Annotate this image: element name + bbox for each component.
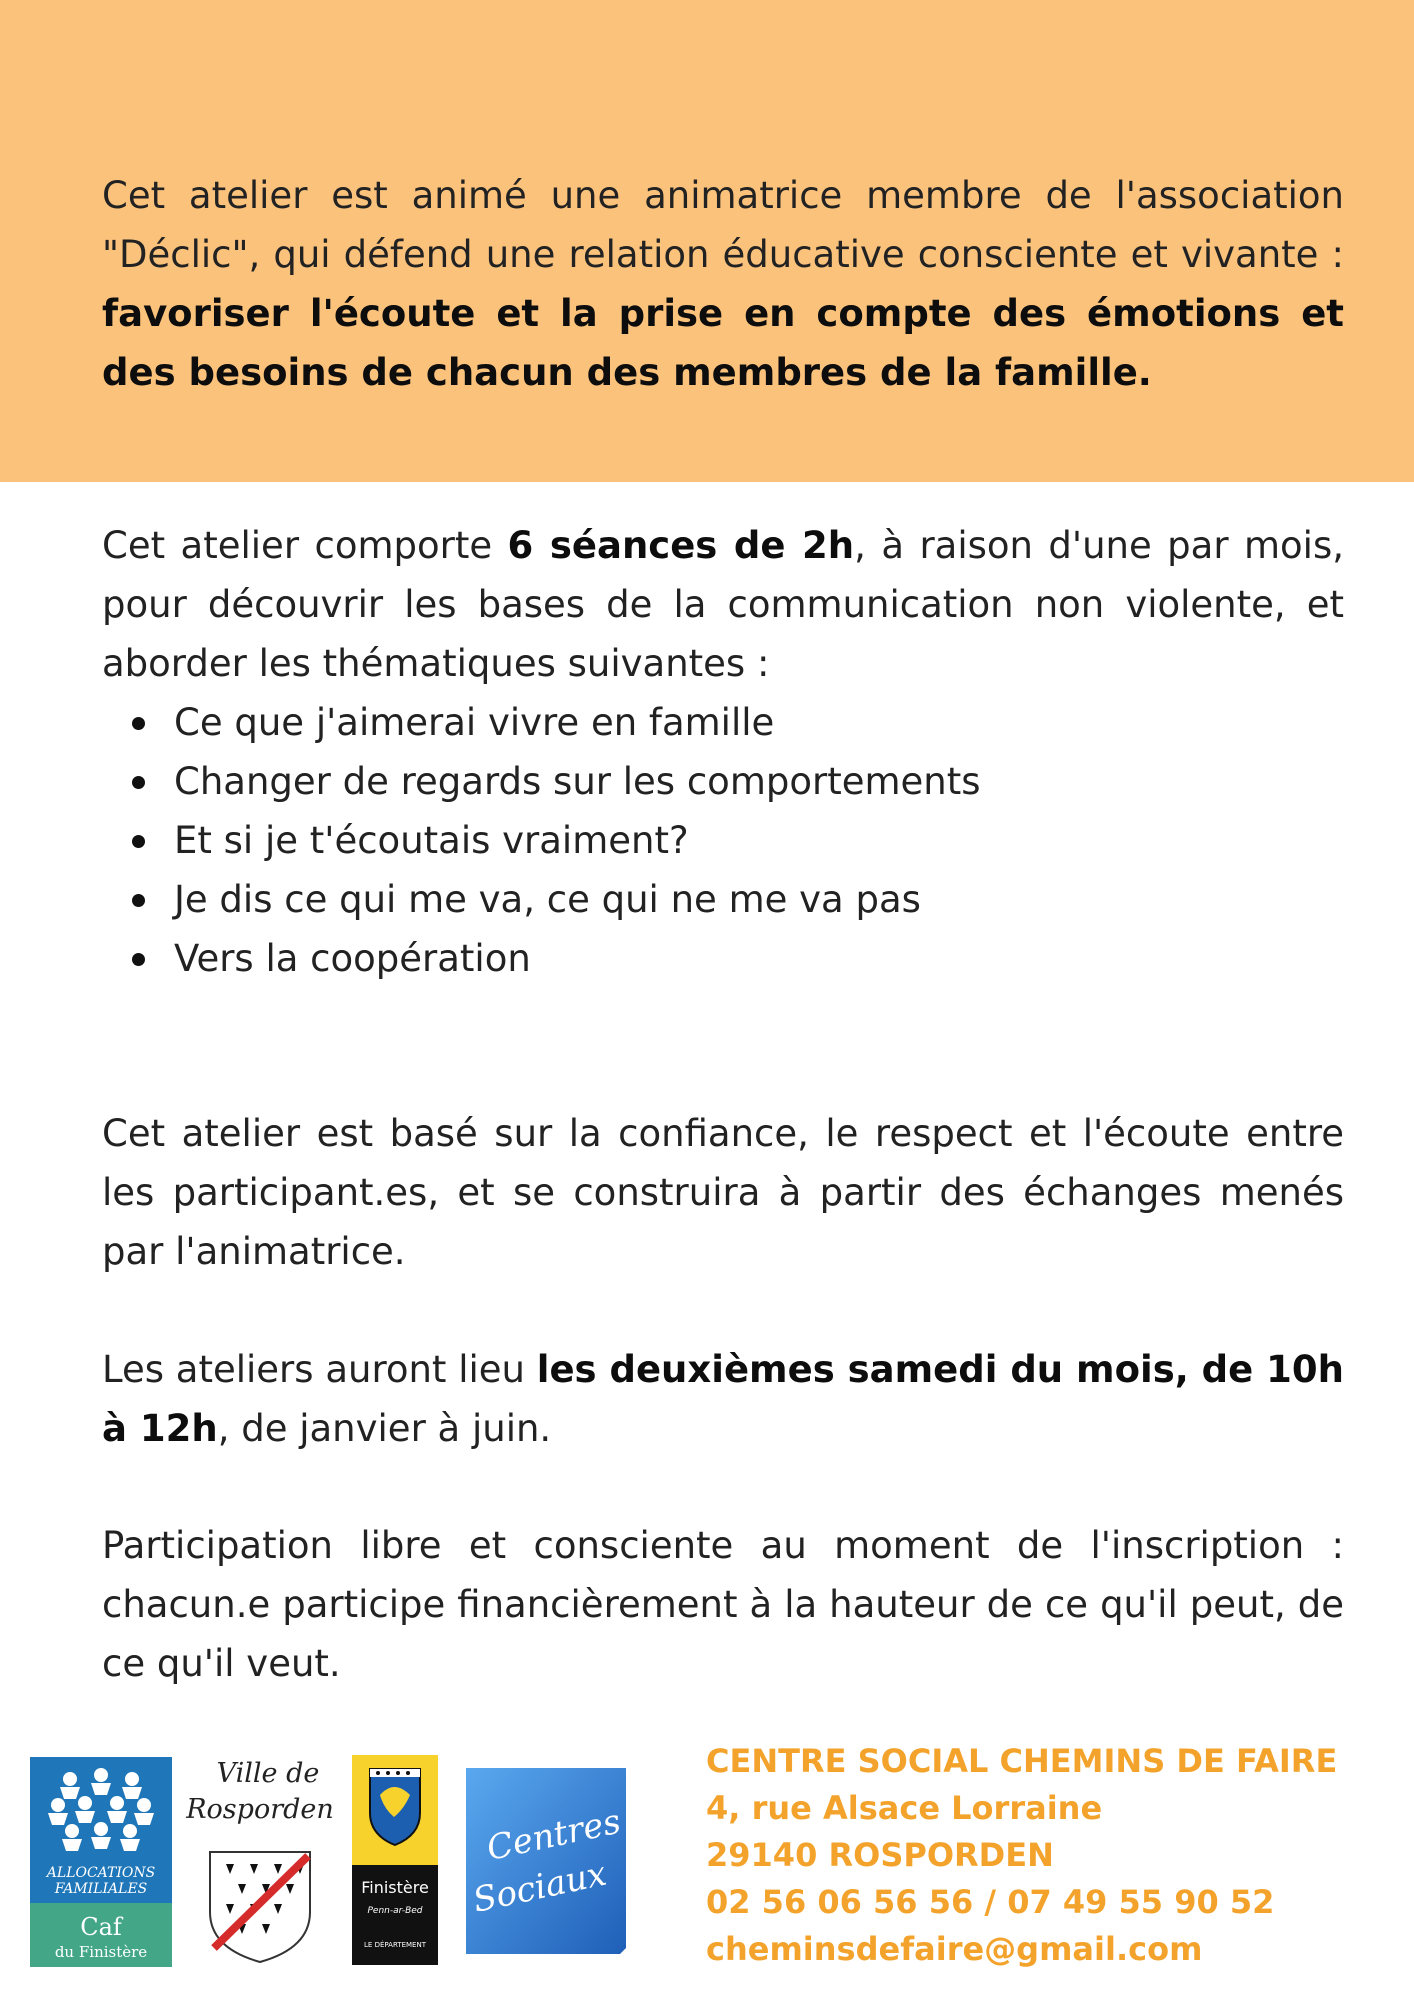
caf-sub: du Finistère	[54, 1943, 148, 1961]
finistere-emblem	[352, 1755, 438, 1965]
bullet-icon	[132, 894, 145, 907]
finistere-sub: Penn-ar-Bed	[367, 1906, 423, 1916]
lieu-paragraph	[102, 1340, 1344, 1458]
ville-line1: Ville de	[216, 1758, 320, 1789]
list-item	[102, 870, 1344, 929]
intro-bold-text: favoriser l'écoute et la prise en compte des émotions et des besoins de chacun des membres de la famille.	[102, 292, 1344, 394]
contact-name: CENTRE SOCIAL CHEMINS DE FAIRE	[706, 1742, 1338, 1780]
list-item	[102, 929, 1344, 988]
themes-list	[102, 693, 1344, 988]
list-item	[102, 811, 1344, 870]
ville-line2: Rosporden	[186, 1794, 334, 1825]
confiance-paragraph: Cet atelier est basé sur la confiance, le respect et l'écoute entre les participant.es, et se construira à partir des échanges menés par l'animatrice.	[102, 1112, 1344, 1273]
lieu-text-after: , de janvier à juin.	[217, 1407, 552, 1450]
theme-label: Et si je t'écoutais vraiment?	[174, 819, 689, 862]
contact-block	[706, 1738, 1406, 1973]
bullet-icon	[132, 776, 145, 789]
contact-street: 4, rue Alsace Lorraine	[706, 1789, 1103, 1827]
seances-bold: 6 séances de 2h	[507, 524, 855, 567]
finistere-dept: LE DÉPARTEMENT	[364, 1941, 426, 1949]
theme-label: Changer de regards sur les comportements	[174, 760, 981, 803]
centres-sociaux-logo	[456, 1760, 634, 1960]
list-item	[102, 693, 1344, 752]
lieu-bold: les deuxièmes samedi du mois, de 10h à 12h	[102, 1348, 1344, 1450]
contact-email[interactable]: cheminsdefaire@gmail.com	[706, 1930, 1203, 1968]
intro-text: Cet atelier est animé une animatrice membre de l'association "Déclic", qui défend une relation éducative consciente et vivante :	[102, 174, 1344, 276]
finistere-name: Finistère	[361, 1878, 429, 1897]
intro-paragraph	[102, 166, 1344, 402]
theme-label: Ce que j'aimerai vivre en famille	[174, 701, 775, 744]
caf-line1: ALLOCATIONS	[46, 1865, 156, 1881]
contact-city: 29140 ROSPORDEN	[706, 1836, 1054, 1874]
caf-name: Caf	[80, 1913, 122, 1941]
centres-line2: Sociaux	[469, 1853, 610, 1921]
centres-line1: Centres	[483, 1801, 625, 1869]
contact-phones[interactable]: 02 56 06 56 56 / 07 49 55 90 52	[706, 1883, 1275, 1921]
ville-rosporden-logo	[180, 1752, 340, 1964]
seances-text-after: , à raison d'une par mois, pour découvrir les bases de la communication non violente, et aborder les thématiques suivantes :	[102, 524, 1344, 685]
list-item	[102, 752, 1344, 811]
bullet-icon	[132, 953, 145, 966]
seances-paragraph	[102, 516, 1344, 693]
finistere-logo	[352, 1755, 438, 1965]
lieu-text-before: Les ateliers auront lieu	[102, 1348, 537, 1391]
bullet-icon	[132, 717, 145, 730]
theme-label: Je dis ce qui me va, ce qui ne me va pas	[174, 878, 921, 921]
participation-paragraph: Participation libre et consciente au moment de l'inscription : chacun.e participe financièrement à la hauteur de ce qu'il peut, de ce qu'il veut.	[102, 1524, 1344, 1685]
bullet-icon	[132, 835, 145, 848]
caf-line2: FAMILIALES	[54, 1881, 148, 1897]
seances-text-before: Cet atelier comporte	[102, 524, 508, 567]
caf-logo	[30, 1757, 172, 1967]
theme-label: Vers la coopération	[174, 937, 531, 980]
